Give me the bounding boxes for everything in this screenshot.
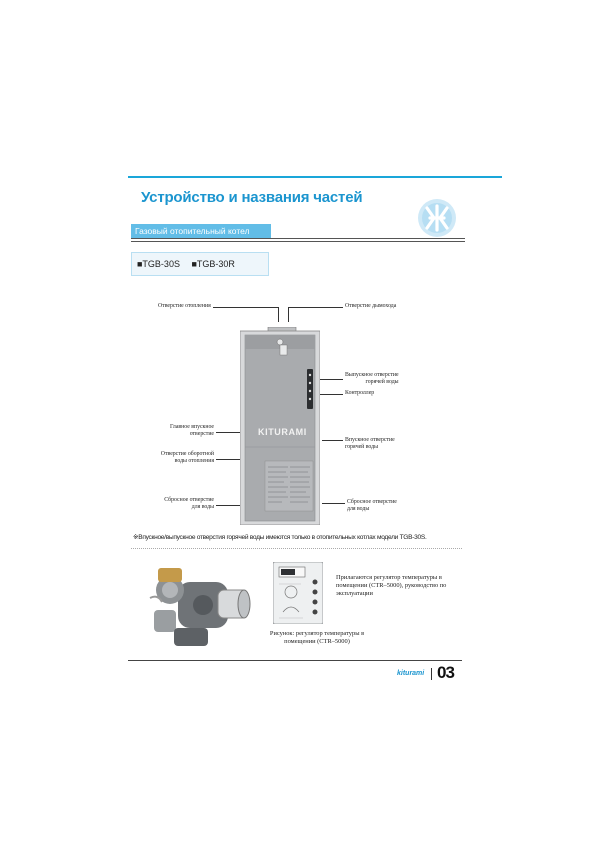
divider-line [131,241,465,242]
leader-line [216,505,240,506]
leader-line [322,503,345,504]
label-heating-return: Отверстие оборотной воды отопления [160,451,214,464]
section-subtitle: Газовый отопительный котел [135,226,250,236]
leader-line [322,440,343,441]
leader-line [216,432,240,433]
model-list [131,252,269,276]
leader-line [278,307,279,322]
divider-line [131,238,465,239]
boiler-brand: KITURAMI [258,427,307,437]
leader-line [213,307,278,308]
page-number: 03 [437,663,454,682]
page-title: Устройство и названия частей [141,189,363,206]
label-drain-right: Сбросное отверстие для воды [347,499,397,512]
label-controller: Контроллер [345,390,375,396]
leader-line [288,307,289,322]
model-tgb-30s: ■TGB-30S [137,259,180,269]
leader-line [288,307,343,308]
dotted-divider [131,548,462,549]
boiler-illustration [240,327,320,525]
section-subtitle-bar [131,224,271,238]
label-heating-outlet: Отверстие отопления [158,303,211,309]
controller-ctr-5000-image [273,562,323,624]
figure-caption: Рисунок: регулятор температуры в помещении (CTR–5000) [269,630,365,645]
leader-line [216,459,240,460]
model-tgb-30r: ■TGB-30R [191,259,235,269]
footer-brand: kiturami [397,670,425,677]
label-hot-water-outlet: Выпускное отверстие горячей воды [345,372,399,385]
kiturami-logo-icon [417,198,457,238]
model-note: ※Впускное/выпускное отверстия горячей воды имеются только в отопительных котлах модели TGB-30S. [133,534,427,541]
label-main-inlet: Главное впускное отверстие [170,424,214,437]
header-rule [128,176,502,178]
footer-separator [431,668,432,680]
burner-photo [148,560,254,652]
label-drain-left: Сбросное отверстие для воды [164,497,214,510]
label-flue-outlet: Отверстие дымохода [345,303,397,309]
label-hot-water-inlet: Впускное отверстие горячей воды [345,437,395,450]
footer-rule [128,660,462,661]
included-accessories: Прилагаются регулятор температуры в помещении (CTR–5000), руководство по эксплуатации [336,574,447,597]
